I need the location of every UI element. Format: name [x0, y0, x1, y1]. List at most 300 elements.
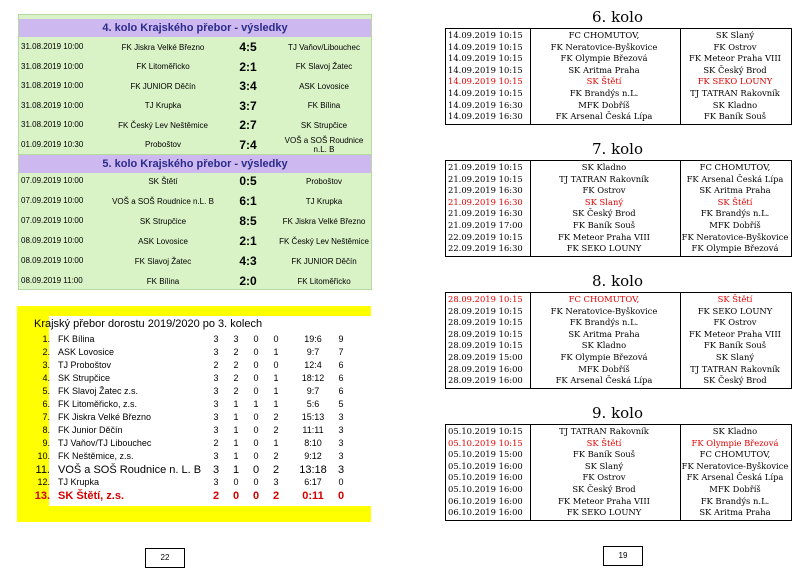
- match-date: 31.08.2019 10:00: [21, 120, 84, 129]
- fixture-datetime: 14.09.2019 16:30: [448, 111, 523, 122]
- fixture-home: FK Olympie Březová: [560, 352, 648, 362]
- standings-w: 2: [233, 373, 239, 383]
- match-row: [19, 57, 371, 77]
- fixture-row: [446, 507, 791, 518]
- standings-p: 3: [213, 451, 219, 461]
- fixture-home: SK Český Brod: [572, 208, 636, 219]
- fixture-home: SK Slaný: [584, 460, 624, 471]
- standings-p: 3: [213, 347, 219, 357]
- standings-team: FK Litoměřicko, z.s.: [58, 399, 138, 409]
- match-date: 08.09.2019 11:00: [21, 276, 83, 285]
- fixture-row: [446, 438, 791, 449]
- fixture-away: FK Meteor Praha VIII: [689, 53, 781, 64]
- standings-position: 11.: [35, 464, 50, 476]
- fixture-datetime: 28.09.2019 15:00: [448, 352, 523, 362]
- fixture-datetime: 14.09.2019 16:30: [448, 99, 523, 110]
- fixture-row: [446, 317, 791, 328]
- standings-team: VOŠ a SOŠ Roudnice n. L. B: [58, 464, 202, 476]
- standings-row: [32, 373, 354, 386]
- standings-l: 0: [273, 334, 279, 344]
- fixture-datetime: 28.09.2019 10:15: [448, 317, 523, 328]
- page-number-left: 22: [145, 548, 185, 568]
- page-number-right: 19: [603, 546, 643, 566]
- fixture-away: SK Kladno: [712, 426, 758, 436]
- standings-d: 0: [253, 334, 259, 344]
- standings-d: 0: [253, 347, 259, 357]
- fixture-row: [446, 426, 791, 437]
- fixture-datetime: 14.09.2019 10:15: [448, 76, 523, 87]
- home-team: FK Český Lev Neštěmice: [118, 120, 208, 130]
- fixture-row: [446, 294, 791, 305]
- fixture-datetime: 14.09.2019 10:15: [448, 64, 523, 75]
- match-date: 07.09.2019 10:00: [21, 176, 84, 185]
- standings-points: 9: [338, 334, 344, 344]
- standings-team: FK Bílina: [58, 334, 95, 344]
- standings-position: 3.: [42, 360, 50, 370]
- fixture-away: SK Aritma Praha: [699, 185, 771, 196]
- away-team: VOŠ a SOŠ Roudnice n.L. B: [284, 135, 364, 154]
- fixture-row: [446, 484, 791, 495]
- round-title: 8. kolo: [591, 272, 644, 290]
- fixture-home: SK Kladno: [581, 162, 627, 172]
- standings-points: 3: [338, 451, 344, 461]
- fixture-row: [446, 220, 791, 231]
- standings-p: 3: [213, 373, 219, 383]
- standings-team: TJ Proboštov: [58, 360, 112, 370]
- fixture-datetime: 06.10.2019 16:00: [448, 507, 523, 518]
- standings-position: 2.: [42, 347, 50, 357]
- match-score: 3:4: [239, 79, 257, 93]
- fixture-home: FK Baník Souš: [572, 449, 636, 460]
- home-team: VOŠ a SOŠ Roudnice n.L. B: [112, 196, 214, 206]
- standings-score: 13:18: [299, 464, 327, 476]
- away-team: FK Litoměřicko: [297, 276, 351, 286]
- standings-p: 2: [212, 490, 220, 502]
- fixture-away: FK Brandýs n.L.: [700, 208, 770, 219]
- fixture-home: FC CHOMUTOV,: [568, 294, 640, 304]
- away-team: FK Bílina: [307, 101, 341, 110]
- standings-d: 0: [252, 490, 260, 502]
- standings-w: 1: [233, 451, 239, 461]
- standings-position: 7.: [42, 412, 50, 422]
- round5-title: 5. kolo Krajského přebor - výsledky: [19, 155, 371, 173]
- match-date: 31.08.2019 10:00: [21, 81, 84, 90]
- fixture-datetime: 21.09.2019 17:00: [448, 220, 523, 230]
- round-title: 6. kolo: [591, 8, 644, 26]
- standings-d: 0: [253, 451, 259, 461]
- match-row: [19, 251, 371, 271]
- round4-title: 4. kolo Krajského přebor - výsledky: [19, 19, 371, 37]
- standings-team: FK Slavoj Žatec z.s.: [58, 386, 139, 396]
- match-score: 3:7: [239, 98, 257, 113]
- fixture-away: TJ TATRAN Rakovník: [690, 88, 780, 98]
- fixture-away: FC CHOMUTOV,: [699, 449, 771, 460]
- fixture-row: [446, 243, 791, 254]
- standings-p: 3: [213, 334, 219, 344]
- home-team: FK Litoměřicko: [136, 62, 190, 71]
- standings-l: 3: [273, 477, 279, 487]
- standings-p: 3: [213, 386, 219, 396]
- standings-l: 1: [273, 386, 279, 396]
- fixture-away: FC CHOMUTOV,: [699, 162, 771, 172]
- match-date: 07.09.2019 10:00: [21, 196, 84, 205]
- away-team: FK JUNIOR Děčín: [291, 256, 357, 266]
- fixture-home: SK Štětí: [586, 76, 622, 87]
- fixture-home: FK Arsenal Česká Lípa: [555, 375, 653, 386]
- fixture-away: SK Český Brod: [703, 375, 767, 386]
- match-date: 08.09.2019 10:00: [21, 256, 84, 265]
- fixture-home: FK Baník Souš: [572, 220, 636, 230]
- fixture-row: [446, 472, 791, 483]
- match-score: 7:4: [239, 137, 257, 152]
- standings-w: 1: [233, 412, 239, 422]
- standings-p: 2: [213, 360, 219, 370]
- fixture-away: TJ TATRAN Rakovník: [690, 363, 780, 374]
- standings-d: 0: [253, 373, 259, 383]
- away-team: FK Jiskra Velké Březno: [282, 216, 366, 226]
- standings-row: [32, 490, 354, 503]
- home-team: ASK Lovosice: [138, 236, 188, 246]
- fixture-row: [446, 174, 791, 185]
- fixture-datetime: 14.09.2019 10:15: [448, 30, 523, 40]
- fixture-home: FK Brandýs n.L.: [569, 317, 639, 328]
- fixtures-table: [445, 292, 792, 389]
- match-date: 31.08.2019 10:00: [21, 100, 84, 110]
- fixture-home: FK Ostrov: [582, 472, 626, 483]
- standings-team: ASK Lovosice: [58, 347, 115, 357]
- away-team: ASK Lovosice: [299, 81, 349, 91]
- standings-row: [32, 360, 354, 373]
- fixture-away: MFK Dobříš: [709, 484, 761, 494]
- fixture-away: FK Meteor Praha VIII: [689, 328, 781, 339]
- match-row: [19, 171, 371, 191]
- standings-d: 0: [253, 438, 259, 448]
- fixture-home: FK SEKO LOUNY: [566, 243, 642, 254]
- fixture-away: FK Neratovice-Byškovice: [681, 460, 789, 471]
- fixture-home: SK Český Brod: [572, 484, 636, 494]
- fixture-datetime: 05.10.2019 10:15: [448, 426, 523, 436]
- fixture-datetime: 28.09.2019 10:15: [448, 294, 523, 304]
- fixture-away: FK Baník Souš: [703, 340, 767, 351]
- fixture-row: [446, 352, 791, 363]
- match-score: 2:1: [239, 59, 257, 74]
- match-row: [19, 271, 371, 291]
- fixture-away: SK Štětí: [717, 196, 753, 207]
- fixture-row: [446, 364, 791, 375]
- fixture-home: SK Kladno: [581, 340, 627, 351]
- standings-position: 5.: [42, 386, 50, 396]
- standings-points: 0: [337, 490, 345, 502]
- fixture-home: SK Aritma Praha: [568, 64, 640, 75]
- fixture-datetime: 21.09.2019 10:15: [448, 173, 523, 184]
- fixture-home: FK Brandýs n.L.: [569, 88, 639, 98]
- fixture-row: [446, 208, 791, 219]
- match-date: 08.09.2019 10:00: [21, 236, 84, 245]
- fixture-datetime: 05.10.2019 15:00: [448, 449, 523, 460]
- standings-score: 12:4: [304, 360, 322, 370]
- fixture-home: FK SEKO LOUNY: [566, 507, 642, 518]
- standings-team: TJ Krupka: [58, 477, 100, 487]
- fixture-datetime: 28.09.2019 16:00: [448, 375, 523, 386]
- standings-d: 0: [253, 386, 259, 396]
- standings-points: 6: [338, 360, 344, 370]
- standings-l: 2: [273, 451, 279, 461]
- fixture-datetime: 28.09.2019 10:15: [448, 328, 523, 339]
- fixture-away: FK SEKO LOUNY: [697, 76, 773, 87]
- fixture-home: SK Štětí: [586, 437, 622, 448]
- fixture-datetime: 21.09.2019 10:15: [448, 162, 523, 172]
- fixture-datetime: 22.09.2019 10:15: [448, 231, 523, 242]
- standings-w: 0: [233, 477, 239, 487]
- fixtures-table: [445, 28, 792, 125]
- standings-l: 2: [273, 425, 279, 435]
- away-team: FK Slavoj Žatec: [295, 62, 353, 71]
- standings-p: 3: [213, 399, 219, 409]
- fixture-home: TJ TATRAN Rakovník: [559, 426, 649, 436]
- away-team: FK Český Lev Neštěmice: [279, 236, 369, 246]
- standings-w: 2: [233, 360, 239, 370]
- standings-points: 5: [338, 399, 344, 409]
- match-row: [19, 96, 371, 116]
- home-team: TJ Krupka: [144, 101, 182, 110]
- standings-d: 0: [253, 360, 259, 370]
- standings-w: 0: [232, 490, 240, 502]
- standings-row: [32, 412, 354, 425]
- fixture-row: [446, 65, 791, 76]
- match-score: 8:5: [239, 214, 257, 228]
- standings-row: [32, 438, 354, 451]
- fixture-row: [446, 30, 791, 41]
- fixture-row: [446, 340, 791, 351]
- home-team: FK Bílina: [146, 276, 180, 286]
- standings-points: 6: [338, 373, 344, 383]
- standings-p: 2: [213, 438, 219, 448]
- standings-l: 1: [273, 399, 279, 409]
- fixture-datetime: 14.09.2019 10:15: [448, 88, 523, 98]
- fixture-home: FK Arsenal Česká Lípa: [555, 111, 653, 122]
- fixture-datetime: 21.09.2019 16:30: [448, 196, 523, 207]
- standings-score: 8:10: [304, 438, 322, 448]
- standings-position: 12.: [37, 477, 50, 487]
- standings-w: 3: [233, 334, 239, 344]
- away-team: TJ Vaňov/Libouchec: [288, 42, 360, 52]
- standings-p: 3: [213, 412, 219, 422]
- standings-l: 1: [273, 373, 279, 383]
- standings-d: 0: [253, 425, 259, 435]
- fixture-away: FK Arsenal Česká Lípa: [686, 472, 784, 483]
- away-team: SK Strupčice: [300, 120, 348, 130]
- fixture-datetime: 14.09.2019 10:15: [448, 41, 523, 52]
- standings-w: 2: [233, 347, 239, 357]
- standings-title: Krajský přebor dorostu 2019/2020 po 3. kolech: [34, 318, 263, 330]
- fixture-row: [446, 449, 791, 460]
- standings-w: 2: [233, 386, 239, 396]
- standings-l: 0: [273, 360, 279, 370]
- away-team: TJ Krupka: [305, 196, 343, 206]
- fixture-away: FK Olympie Březová: [691, 243, 779, 254]
- home-team: SK Štětí: [148, 176, 178, 186]
- standings-score: 11:11: [302, 425, 324, 435]
- match-row: [19, 76, 371, 96]
- standings-score: 5:6: [306, 399, 320, 409]
- standings-row: [32, 464, 354, 477]
- standings-position: 9.: [42, 438, 50, 448]
- fixture-home: FK Meteor Praha VIII: [558, 231, 650, 242]
- standings-score: 9:7: [306, 347, 320, 357]
- fixture-home: SK Slaný: [584, 196, 624, 207]
- standings-row: [32, 451, 354, 464]
- standings-w: 1: [233, 438, 239, 448]
- home-team: FK Slavoj Žatec: [134, 256, 192, 266]
- match-score: 2:7: [239, 118, 257, 132]
- fixture-home: SK Aritma Praha: [568, 328, 640, 339]
- fixture-row: [446, 76, 791, 87]
- fixtures-table: [445, 160, 792, 257]
- match-row: [19, 191, 371, 211]
- fixture-row: [446, 53, 791, 64]
- match-score: 0:5: [239, 174, 257, 188]
- standings-points: 3: [338, 425, 344, 435]
- match-row: [19, 231, 371, 251]
- fixture-datetime: 28.09.2019 10:15: [448, 305, 523, 316]
- match-date: 31.08.2019 10:00: [21, 61, 84, 71]
- standings-w: 1: [233, 399, 239, 409]
- standings-w: 1: [232, 464, 240, 476]
- fixture-row: [446, 461, 791, 472]
- fixture-away: FK Olympie Březová: [691, 437, 779, 448]
- fixture-row: [446, 185, 791, 196]
- fixture-row: [446, 42, 791, 53]
- fixture-away: FK Ostrov: [713, 41, 757, 52]
- round-title: 7. kolo: [591, 140, 644, 158]
- standings-l: 2: [273, 412, 279, 422]
- standings-row: [32, 386, 354, 399]
- standings-score: 9:7: [306, 386, 320, 396]
- standings-d: 0: [253, 477, 259, 487]
- standings-row: [32, 425, 354, 438]
- match-date: 07.09.2019 10:00: [21, 216, 84, 225]
- standings-team: SK Štětí, z.s.: [58, 490, 125, 502]
- standings-p: 3: [213, 477, 219, 487]
- fixture-home: FK Neratovice-Byškovice: [550, 41, 658, 52]
- standings-position: 10.: [37, 451, 50, 461]
- fixture-away: SK Kladno: [712, 99, 758, 110]
- fixture-home: MFK Dobříš: [578, 363, 630, 374]
- standings-l: 2: [272, 490, 280, 502]
- fixture-away: SK Aritma Praha: [699, 507, 771, 518]
- fixture-datetime: 05.10.2019 10:15: [448, 437, 523, 448]
- standings-team: TJ Vaňov/TJ Libouchec: [58, 438, 152, 448]
- fixture-away: SK Český Brod: [703, 64, 767, 75]
- fixture-home: FK Meteor Praha VIII: [558, 495, 650, 506]
- fixture-row: [446, 329, 791, 340]
- standings-points: 0: [338, 477, 344, 487]
- fixture-away: MFK Dobříš: [709, 220, 761, 230]
- away-team: Proboštov: [305, 176, 343, 186]
- fixture-away: FK Neratovice-Byškovice: [681, 231, 789, 242]
- standings-points: 3: [338, 438, 344, 448]
- fixture-away: FK Baník Souš: [703, 111, 767, 122]
- fixture-datetime: 05.10.2019 16:00: [448, 460, 523, 471]
- fixture-away: SK Štětí: [717, 294, 753, 304]
- standings-points: 7: [338, 347, 344, 357]
- home-team: Proboštov: [144, 140, 182, 149]
- standings-row: [32, 334, 354, 347]
- fixture-datetime: 06.10.2019 16:00: [448, 495, 523, 506]
- fixture-row: [446, 496, 791, 507]
- home-team: SK Strupčice: [139, 216, 187, 226]
- fixture-home: FK Neratovice-Byškovice: [550, 305, 658, 316]
- standings-score: 15:13: [301, 412, 325, 422]
- match-row: [19, 115, 371, 135]
- fixture-row: [446, 162, 791, 173]
- fixture-row: [446, 100, 791, 111]
- standings-p: 3: [213, 425, 219, 435]
- fixture-datetime: 14.09.2019 10:15: [448, 53, 523, 64]
- match-row: [19, 135, 371, 155]
- standings-score: 6:17: [304, 477, 322, 487]
- standings-team: FK Neštěmice, z.s.: [58, 451, 134, 461]
- standings-w: 1: [233, 425, 239, 435]
- fixture-row: [446, 88, 791, 99]
- fixture-away: FK Brandýs n.L.: [700, 495, 770, 506]
- fixture-datetime: 28.09.2019 10:15: [448, 340, 523, 351]
- standings-team: FK Jiskra Velké Březno: [58, 412, 152, 422]
- fixtures-table: [445, 424, 792, 521]
- fixture-row: [446, 375, 791, 386]
- match-score: 4:5: [239, 40, 257, 54]
- fixture-datetime: 05.10.2019 16:00: [448, 484, 523, 494]
- fixture-datetime: 21.09.2019 16:30: [448, 208, 523, 219]
- fixture-home: TJ TATRAN Rakovník: [559, 173, 649, 184]
- fixture-home: MFK Dobříš: [578, 99, 630, 110]
- fixture-datetime: 21.09.2019 16:30: [448, 185, 523, 196]
- fixture-datetime: 28.09.2019 16:00: [448, 363, 523, 374]
- standings-row: [32, 477, 354, 490]
- match-score: 2:1: [239, 234, 257, 248]
- standings-score: 18:12: [301, 373, 325, 383]
- standings-d: 1: [253, 399, 259, 409]
- standings-points: 3: [337, 464, 345, 476]
- standings-d: 0: [253, 412, 259, 422]
- standings-team: FK Junior Děčín: [58, 425, 123, 435]
- match-date: 01.09.2019 10:30: [21, 139, 84, 149]
- match-row: [19, 211, 371, 231]
- standings-l: 1: [273, 438, 279, 448]
- standings-score: 9:12: [304, 451, 322, 461]
- standings-points: 6: [338, 386, 344, 396]
- standings-position: 4.: [42, 373, 50, 383]
- standings-score: 19:6: [304, 334, 322, 344]
- home-team: FK JUNIOR Děčín: [130, 81, 196, 91]
- standings-position: 1.: [42, 334, 50, 344]
- fixture-row: [446, 197, 791, 208]
- fixture-away: FK Ostrov: [713, 317, 757, 328]
- round5-results: [18, 154, 372, 290]
- fixture-datetime: 22.09.2019 16:30: [448, 243, 523, 254]
- fixture-home: FK Olympie Březová: [560, 53, 648, 64]
- fixture-row: [446, 306, 791, 317]
- match-row: [19, 37, 371, 57]
- fixture-away: SK Slaný: [715, 352, 755, 362]
- standings-points: 3: [338, 412, 344, 422]
- standings-position: 13.: [34, 490, 50, 502]
- standings-l: 2: [272, 464, 280, 476]
- match-date: 31.08.2019 10:00: [21, 42, 84, 51]
- standings-row: [32, 347, 354, 360]
- match-score: 6:1: [239, 194, 257, 208]
- standings-p: 3: [212, 464, 220, 476]
